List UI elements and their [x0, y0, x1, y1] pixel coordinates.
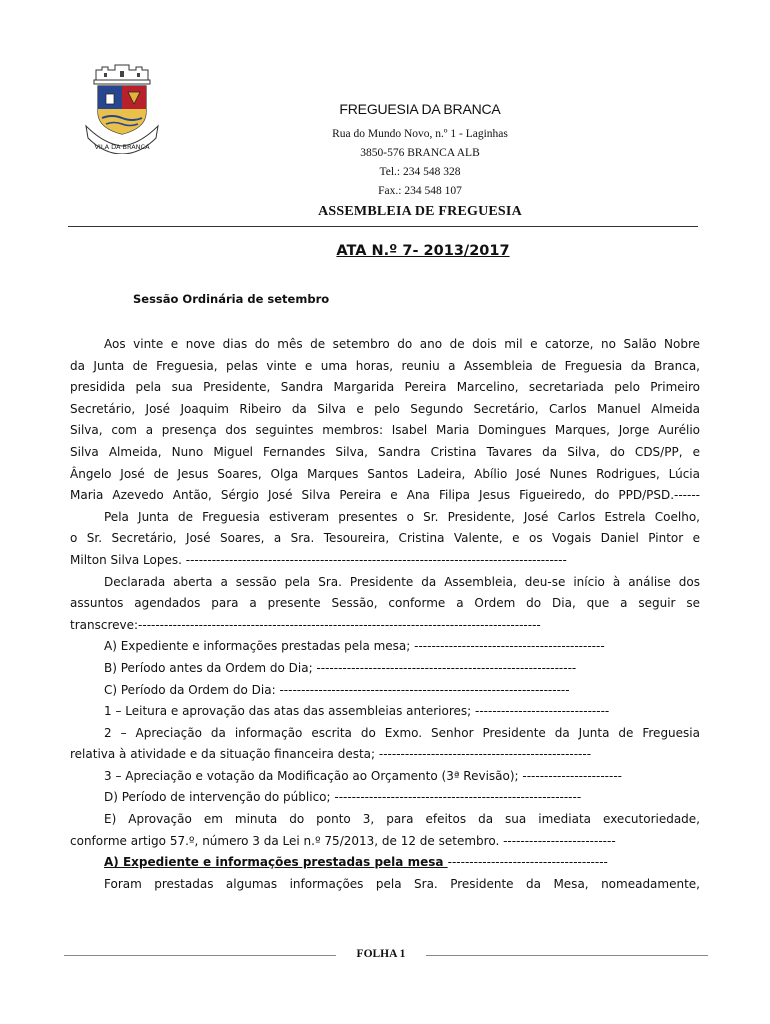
body-line: D) Período de intervenção do público; ---------------------------------------------------------	[104, 790, 582, 805]
phone-number: Tel.: 234 548 328	[379, 166, 461, 178]
minutes-body	[70, 334, 700, 895]
body-line: presidida pela sua Presidente, Sandra Margarida Pereira Marcelino, secretariada pelo Primeiro	[70, 380, 700, 395]
session-subtitle: Sessão Ordinária de setembro	[133, 292, 330, 306]
body-line: Ângelo José de Jesus Soares, Olga Marques Santos Ladeira, Abílio José Nunes Rodrigues, Lúcia	[70, 466, 700, 481]
address-postal: 3850-576 BRANCA ALB	[360, 147, 480, 159]
section-heading-dashes: -------------------------------------	[447, 855, 608, 870]
body-line: conforme artigo 57.º, número 3 da Lei n.º 75/2013, de 12 de setembro. --------------------------	[70, 833, 616, 848]
section-heading-line	[70, 852, 700, 874]
body-line: Milton Silva Lopes. ----------------------------------------------------------------------------------------	[70, 552, 567, 567]
organization-name: FREGUESIA DA BRANCA	[339, 101, 501, 117]
body-line: E) Aprovação em minuta do ponto 3, para efeitos da sua imediata executoriedade,	[104, 812, 700, 827]
body-line: transcreve:---------------------------------------------------------------------------------------------	[70, 617, 541, 632]
header-divider	[68, 226, 698, 227]
body-line: A) Expediente e informações prestadas pela mesa; --------------------------------------------	[104, 639, 605, 654]
body-line: o Sr. Secretário, José Soares, a Sra. Tesoureira, Cristina Valente, e os Vogais Daniel Pintor e	[70, 531, 700, 546]
body-line: Secretário, José Joaquim Ribeiro da Silva e pelo Segundo Secretário, Carlos Manuel Almeida	[70, 401, 700, 416]
fax-number: Fax.: 234 548 107	[378, 185, 462, 197]
body-line: C) Período da Ordem do Dia: -------------------------------------------------------------------	[104, 682, 570, 697]
address-street: Rua do Mundo Novo, n.º 1 - Laginhas	[332, 128, 508, 140]
body-line: 1 – Leitura e aprovação das atas das assembleias anteriores; -------------------------------	[104, 704, 610, 719]
svg-text:VILA DA BRANCA: VILA DA BRANCA	[94, 143, 150, 151]
coat-of-arms-logo	[84, 64, 160, 154]
body-line: Pela Junta de Freguesia estiveram presentes o Sr. Presidente, José Carlos Estrela Coelho,	[104, 509, 700, 524]
body-line: assuntos agendados para a presente Sessão, conforme a Ordem do Dia, que a seguir se	[70, 596, 700, 611]
body-line: da Junta de Freguesia, pelas vinte e uma horas, reuniu a Assembleia de Freguesia da Branca,	[70, 358, 700, 373]
body-line: Declarada aberta a sessão pela Sra. Presidente da Assembleia, deu-se início à análise dos	[104, 574, 700, 589]
page-label: FOLHA 1	[356, 948, 406, 960]
assembly-heading: ASSEMBLEIA DE FREGUESIA	[318, 204, 522, 219]
footer-rule-right	[426, 955, 708, 956]
body-line: Silva Almeida, Nuno Miguel Fernandes Silva, Sandra Cristina Tavares da Silva, do CDS/PP, e	[70, 444, 700, 459]
body-line: 3 – Apreciação e votação da Modificação ao Orçamento (3ª Revisão); -----------------------	[104, 768, 622, 783]
body-line: Foram prestadas algumas informações pela Sra. Presidente da Mesa, nomeadamente,	[104, 876, 700, 891]
document-title: ATA N.º 7- 2013/2017	[336, 243, 510, 259]
body-line: B) Período antes da Ordem do Dia; ------------------------------------------------------------	[104, 660, 577, 675]
footer-rule-left	[64, 955, 336, 956]
section-heading: A) Expediente e informações prestadas pela mesa	[104, 855, 448, 870]
body-line: Silva, com a presença dos seguintes membros: Isabel Maria Domingues Marques, Jorge Aurélio	[70, 423, 700, 438]
body-line: 2 – Apreciação da informação escrita do Exmo. Senhor Presidente da Junta de Freguesia	[104, 725, 700, 740]
body-line: Aos vinte e nove dias do mês de setembro do ano de dois mil e catorze, no Salão Nobre	[104, 337, 700, 351]
body-line: relativa à atividade e da situação financeira desta; -------------------------------------------------	[70, 747, 592, 762]
body-line: Maria Azevedo Antão, Sérgio José Silva Pereira e Ana Filipa Jesus Figueiredo, do PPD/PSD.------	[70, 488, 700, 503]
